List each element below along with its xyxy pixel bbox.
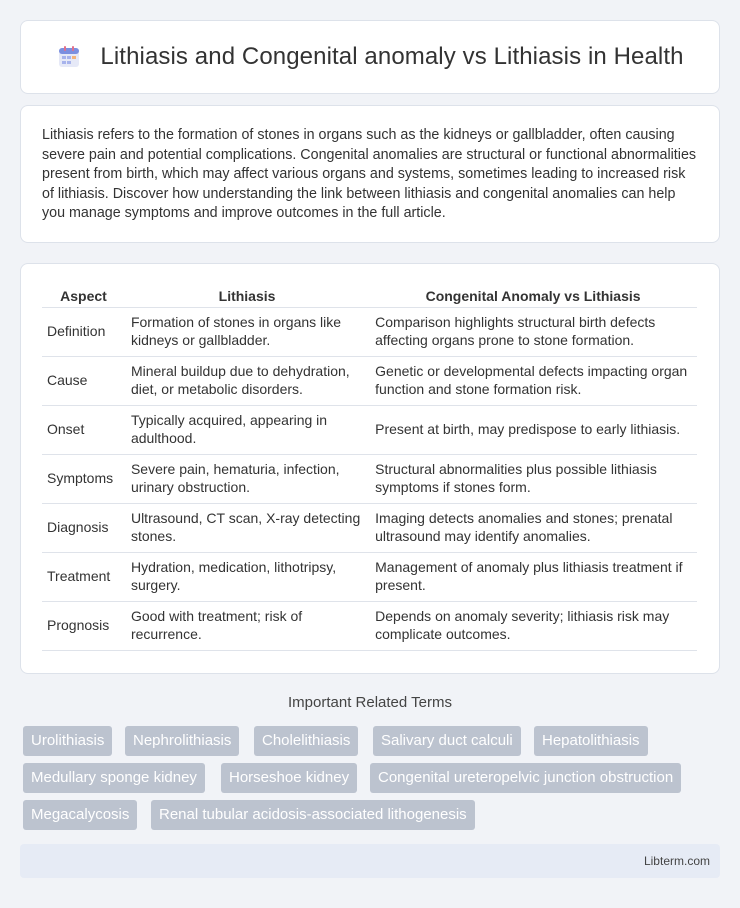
intro-card <box>20 105 720 243</box>
aspect-cell: Onset <box>42 406 125 455</box>
header-card <box>20 20 720 94</box>
aspect-cell: Definition <box>42 308 125 357</box>
comparison-table <box>42 282 697 651</box>
related-terms-title: Important Related Terms <box>288 694 452 711</box>
congenital-cell: Depends on anomaly severity; lithiasis risk may complicate outcomes. <box>369 602 697 651</box>
lithiasis-cell: Hydration, medication, lithotripsy, surgery. <box>125 553 369 602</box>
tag-congenital-upj-obstruction[interactable]: Congenital ureteropelvic junction obstruction <box>370 763 681 793</box>
table-header-row <box>42 282 697 308</box>
intro-text: Lithiasis refers to the formation of stones in organs such as the kidneys or gallbladder, often causing severe pain and potential complications. Congenital anomalies are structural or functional abnormalities present from birth, which may affect various organs and systems, sometimes leading to increased risk of lithiasis. Discover how understanding the link between lithiasis and congenital anomalies can help you manage symptoms and improve outcomes in the full article. <box>42 127 697 222</box>
aspect-cell: Symptoms <box>42 455 125 504</box>
tag-horseshoe-kidney[interactable]: Horseshoe kidney <box>221 763 357 793</box>
lithiasis-cell: Formation of stones in organs like kidneys or gallbladder. <box>125 308 369 357</box>
tag-urolithiasis[interactable]: Urolithiasis <box>23 726 112 756</box>
header-aspect: Aspect <box>42 282 125 308</box>
aspect-cell: Diagnosis <box>42 504 125 553</box>
page-title: Lithiasis and Congenital anomaly vs Lithiasis in Health <box>100 43 684 70</box>
congenital-cell: Structural abnormalities plus possible lithiasis symptoms if stones form. <box>369 455 697 504</box>
lithiasis-cell: Typically acquired, appearing in adulthood. <box>125 406 369 455</box>
congenital-cell: Present at birth, may predispose to early lithiasis. <box>369 406 697 455</box>
lithiasis-cell: Ultrasound, CT scan, X-ray detecting stones. <box>125 504 369 553</box>
tag-hepatolithiasis[interactable]: Hepatolithiasis <box>534 726 648 756</box>
table-row <box>42 455 697 504</box>
table-row <box>42 406 697 455</box>
tag-medullary-sponge-kidney[interactable]: Medullary sponge kidney <box>23 763 205 793</box>
header-lithiasis: Lithiasis <box>125 282 369 308</box>
calendar-icon <box>56 44 82 70</box>
aspect-cell: Prognosis <box>42 602 125 651</box>
tag-megacalycosis[interactable]: Megacalycosis <box>23 800 137 830</box>
lithiasis-cell: Good with treatment; risk of recurrence. <box>125 602 369 651</box>
congenital-cell: Management of anomaly plus lithiasis treatment if present. <box>369 553 697 602</box>
table-row <box>42 504 697 553</box>
table-row <box>42 553 697 602</box>
table-row <box>42 357 697 406</box>
table-row <box>42 308 697 357</box>
tag-renal-tubular-acidosis[interactable]: Renal tubular acidosis-associated lithogenesis <box>151 800 475 830</box>
lithiasis-cell: Severe pain, hematuria, infection, urinary obstruction. <box>125 455 369 504</box>
lithiasis-cell: Mineral buildup due to dehydration, diet, or metabolic disorders. <box>125 357 369 406</box>
table-row <box>42 602 697 651</box>
footer <box>20 844 720 878</box>
congenital-cell: Comparison highlights structural birth defects affecting organs prone to stone formation. <box>369 308 697 357</box>
congenital-cell: Imaging detects anomalies and stones; prenatal ultrasound may identify anomalies. <box>369 504 697 553</box>
footer-brand-link[interactable]: Libterm.com <box>643 854 710 868</box>
header-congenital: Congenital Anomaly vs Lithiasis <box>369 282 697 308</box>
aspect-cell: Treatment <box>42 553 125 602</box>
tag-cholelithiasis[interactable]: Cholelithiasis <box>254 726 358 756</box>
congenital-cell: Genetic or developmental defects impacting organ function and stone formation risk. <box>369 357 697 406</box>
tag-nephrolithiasis[interactable]: Nephrolithiasis <box>125 726 239 756</box>
aspect-cell: Cause <box>42 357 125 406</box>
comparison-table-card <box>20 263 720 674</box>
tag-salivary-duct-calculi[interactable]: Salivary duct calculi <box>373 726 521 756</box>
